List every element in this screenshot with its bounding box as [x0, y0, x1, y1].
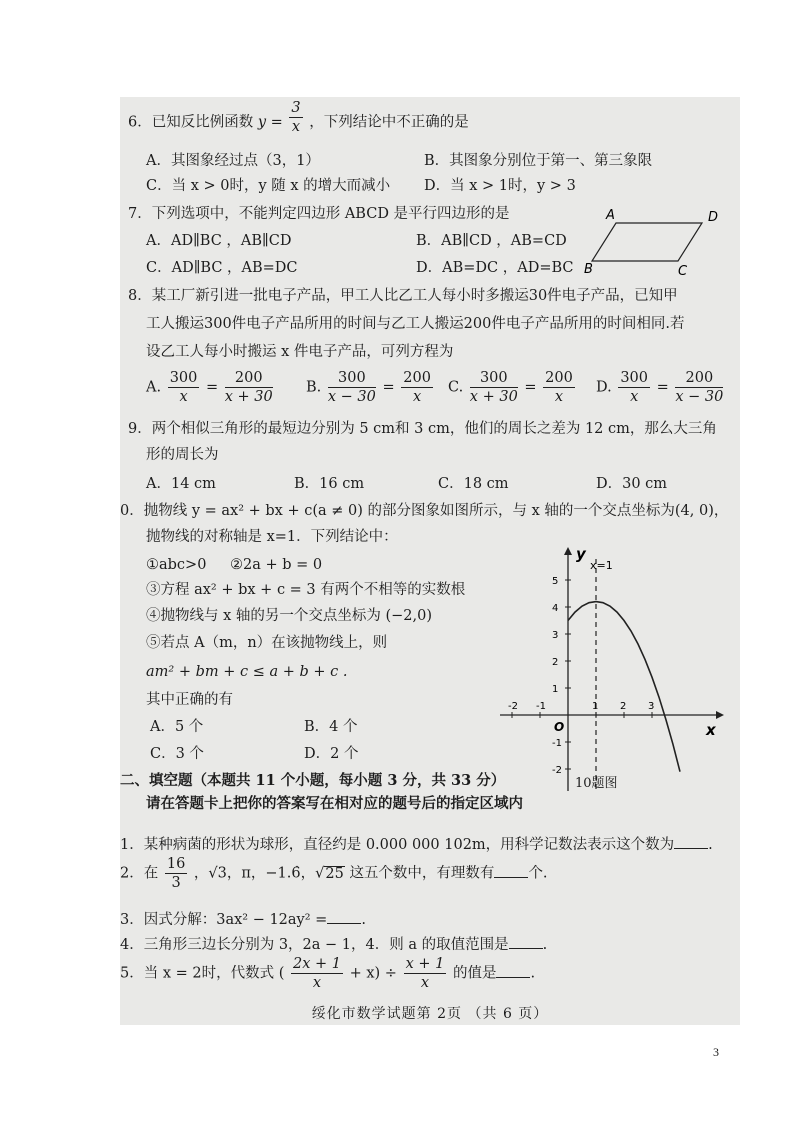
vertex-c-label: C — [678, 264, 688, 277]
x-tick-label: 2 — [620, 701, 627, 712]
x-tick-label: -2 — [508, 701, 518, 712]
q6-option-c: C．当 x > 0时，y 随 x 的增大而减小 — [146, 178, 391, 194]
q6-option-d: D．当 x > 1时，y > 3 — [424, 178, 576, 194]
q13-text: 3．因式分解：3ax² − 12ay² = . — [120, 909, 366, 929]
y-axis-arrow — [564, 547, 572, 555]
parallelogram-figure — [582, 207, 732, 277]
q10-parabola-graph — [500, 545, 724, 793]
y-tick-label: -2 — [552, 765, 562, 776]
y-tick-label: 1 — [552, 684, 559, 695]
q12-answer-blank — [494, 863, 528, 878]
y-axis-label: y — [576, 545, 586, 563]
vertex-a-label: A — [606, 208, 615, 223]
q10-statement-2: ②2a + b = 0 — [230, 557, 323, 573]
q10-figure-caption: 10题图 — [575, 776, 618, 791]
symmetry-axis-label: x=1 — [590, 559, 613, 572]
q10-statement-5: ⑤若点 A（m，n）在该抛物线上，则 — [146, 635, 388, 651]
page-number: 3 — [713, 1045, 719, 1059]
q10-line-2: 抛物线的对称轴是 x=1．下列结论中： — [146, 529, 398, 545]
y-tick-label: 4 — [552, 603, 559, 614]
q12-text: 2．在 $\frac{16}{3}$ ，√3，π，−1.6̇，√25 这五个数中，有理数有 个. — [120, 856, 548, 891]
y-tick-label: 2 — [552, 657, 559, 668]
x-tick-label: -1 — [536, 701, 546, 712]
q14-text: 4．三角形三边长分别为 3，2a − 1，4．则 a 的取值范围是 . — [120, 934, 547, 954]
q10-statement-4: ④抛物线与 x 轴的另一个交点坐标为 (−2,0) — [146, 608, 433, 624]
q10-statement-3: ③方程 ax² + bx + c = 3 有两个不相等的实数根 — [146, 582, 466, 598]
q9-option-c: C．18 cm — [438, 476, 509, 492]
page-footer: 绥化市数学试题第 2页 （共 6 页） — [311, 1006, 549, 1022]
q11-answer-blank — [674, 834, 708, 849]
q6-option-b: B．其图象分别位于第一、第三象限 — [424, 153, 653, 169]
section-2-instruction: 请在答题卡上把你的答案写在相对应的题号后的指定区域内 — [146, 795, 523, 812]
q9-option-d: D．30 cm — [596, 476, 668, 492]
x-axis-label: x — [706, 721, 716, 739]
q8-option-b: B. $\frac{300}{x - 30}$ = $\frac{200}{x}$ — [306, 370, 431, 405]
q11-text: 1．某种病菌的形状为球形，直径约是 0.000 000 102m，用科学记数法表示这个数为 . — [120, 834, 713, 854]
q14-answer-blank — [509, 934, 543, 949]
q10-option-d: D．2 个 — [304, 746, 359, 762]
q8-option-d: D. $\frac{300}{x}$ = $\frac{200}{x - 30}$ — [596, 370, 724, 405]
vertex-d-label: D — [708, 210, 719, 225]
q15-text: 5．当 x = 2时，代数式 ( $\frac{2x + 1}{x}$ + x) ÷ $\frac{x + 1}{x}$ 的值是 . — [120, 956, 536, 991]
vertex-b-label: B — [584, 262, 593, 277]
q7-option-c: C．AD∥BC ，AB=DC — [146, 260, 298, 276]
q8-option-a: A. $\frac{300}{x}$ = $\frac{200}{x + 30}$ — [146, 370, 273, 405]
q7-option-d: D．AB=DC ，AD=BC — [416, 260, 574, 276]
q8-line-3: 设乙工人每小时搬运 x 件电子产品，可列方程为 — [146, 344, 454, 360]
parabola-curve — [568, 602, 680, 772]
q10-question: 其中正确的有 — [146, 692, 233, 708]
q7-option-a: A．AD∥BC ，AB∥CD — [146, 233, 292, 249]
q9-line-2: 形的周长为 — [146, 447, 219, 463]
y-tick-label: -1 — [552, 738, 562, 749]
q8-line-2: 工人搬运300件电子产品所用的时间与乙工人搬运200件电子产品所用的时间相同.若 — [146, 316, 685, 332]
q13-answer-blank — [327, 909, 361, 924]
q8-option-c: C. $\frac{300}{x + 30}$ = $\frac{200}{x}$ — [448, 370, 573, 405]
q10-statement-6: am² + bm + c ≤ a + b + c . — [146, 664, 348, 680]
q9-option-b: B．16 cm — [294, 476, 365, 492]
q10-line-1: 0．抛物线 y = ax² + bx + c(a ≠ 0) 的部分图象如图所示，与 x 轴的一个交点坐标为(4, 0)， — [120, 503, 729, 519]
q6-stem: 6．已知反比例函数 y = $\frac{3}{x}$ ，下列结论中不正确的是 — [128, 100, 469, 135]
y-tick-label: 3 — [552, 630, 559, 641]
q10-option-b: B．4 个 — [304, 719, 358, 735]
scanned-page — [120, 97, 740, 1025]
origin-label: O — [554, 720, 565, 734]
q9-line-1: 9．两个相似三角形的最短边分别为 5 cm和 3 cm，他们的周长之差为 12 cm，那么大三角 — [128, 421, 717, 437]
q8-line-1: 8．某工厂新引进一批电子产品，甲工人比乙工人每小时多搬运30件电子产品，已知甲 — [128, 288, 678, 304]
q10-statement-1: ①abc>0 — [146, 557, 207, 573]
q9-option-a: A．14 cm — [146, 476, 216, 492]
y-tick-label: 5 — [552, 576, 559, 587]
q10-option-a: A．5 个 — [150, 719, 204, 735]
x-tick-label: 1 — [592, 701, 599, 712]
section-2-title: 二、填空题（本题共 11 个小题，每小题 3 分，共 33 分） — [120, 772, 506, 789]
q7-option-b: B．AB∥CD ，AB=CD — [416, 233, 567, 249]
q6-option-a: A．其图象经过点（3，1） — [146, 153, 320, 169]
x-tick-label: 3 — [648, 701, 655, 712]
q10-option-c: C．3 个 — [150, 746, 204, 762]
x-axis-arrow — [716, 711, 724, 719]
q7-stem: 7．下列选项中，不能判定四边形 ABCD 是平行四边形的是 — [128, 206, 510, 222]
q15-answer-blank — [496, 963, 530, 978]
